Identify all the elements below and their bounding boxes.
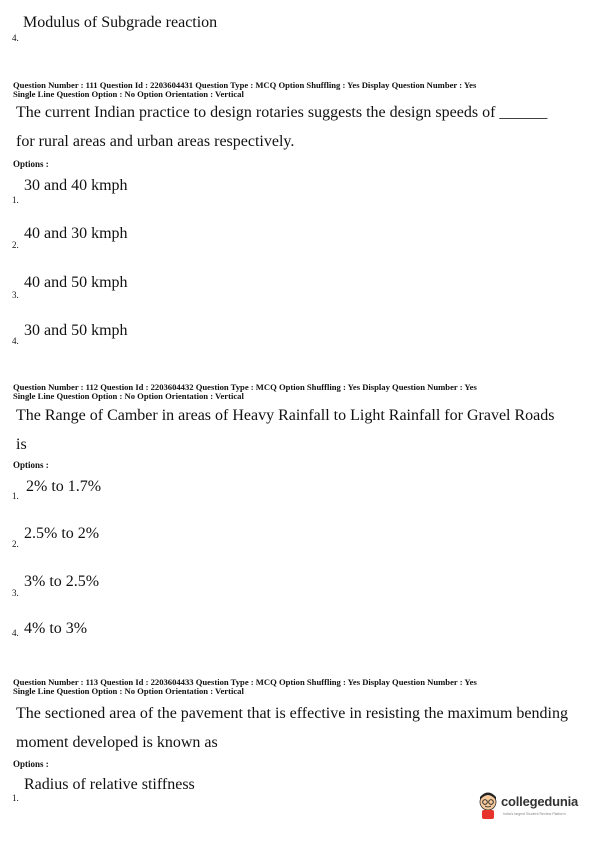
question-text: for rural areas and urban areas respectively.	[16, 133, 295, 150]
option-number: 1.	[12, 793, 19, 803]
question-meta	[13, 678, 583, 696]
question-meta	[13, 81, 583, 99]
option-number: 2.	[12, 240, 19, 250]
option-number: 3.	[12, 290, 19, 300]
option-number: 2.	[12, 539, 19, 549]
option-text[interactable]: 2.5% to 2%	[24, 525, 100, 542]
option-number: 4.	[12, 33, 19, 43]
question-text: The Range of Camber in areas of Heavy Rainfall to Light Rainfall for Gravel Roads	[16, 407, 555, 424]
option-number: 3.	[12, 588, 19, 598]
options-label: Options :	[13, 159, 49, 169]
question-text: moment developed is known as	[16, 734, 218, 751]
question-text: is	[16, 436, 27, 453]
option-number: 4.	[12, 336, 19, 346]
question-meta-line: Question Number : 111 Question Id : 2203604431 Question Type : MCQ Option Shuffling : Yes Display Question Number : Yes	[13, 80, 477, 90]
question-meta-line: Single Line Question Option : No Option Orientation : Vertical	[13, 89, 244, 99]
options-label: Options :	[13, 460, 49, 470]
question-meta-line: Single Line Question Option : No Option Orientation : Vertical	[13, 686, 244, 696]
option-text: Modulus of Subgrade reaction	[23, 14, 218, 31]
option-number: 1.	[12, 491, 19, 501]
option-text[interactable]: 30 and 40 kmph	[24, 177, 128, 194]
options-label: Options :	[13, 759, 49, 769]
brand-tagline: India's largest Student Review Platform	[503, 812, 566, 816]
option-number: 1.	[12, 195, 19, 205]
mascot-icon	[477, 792, 499, 820]
question-meta-line: Question Number : 112 Question Id : 2203604432 Question Type : MCQ Option Shuffling : Yes Display Question Number : Yes	[13, 382, 477, 392]
option-text[interactable]: 4% to 3%	[24, 620, 88, 637]
option-text[interactable]: 40 and 50 kmph	[24, 274, 128, 291]
option-text[interactable]: 3% to 2.5%	[24, 573, 100, 590]
question-text: The current Indian practice to design rotaries suggests the design speeds of ______	[16, 104, 548, 121]
brand-name: collegedunia	[501, 794, 579, 809]
option-text[interactable]: 30 and 50 kmph	[24, 322, 128, 339]
option-text[interactable]: 40 and 30 kmph	[24, 225, 128, 242]
question-text: The sectioned area of the pavement that is effective in resisting the maximum bending	[16, 705, 568, 722]
option-number: 4.	[12, 628, 19, 638]
collegedunia-logo	[477, 788, 579, 828]
option-text[interactable]: Radius of relative stiffness	[24, 776, 195, 793]
question-meta	[13, 383, 583, 401]
question-meta-line: Single Line Question Option : No Option Orientation : Vertical	[13, 391, 244, 401]
question-meta-line: Question Number : 113 Question Id : 2203604433 Question Type : MCQ Option Shuffling : Yes Display Question Number : Yes	[13, 677, 477, 687]
option-text[interactable]: 2% to 1.7%	[26, 478, 102, 495]
